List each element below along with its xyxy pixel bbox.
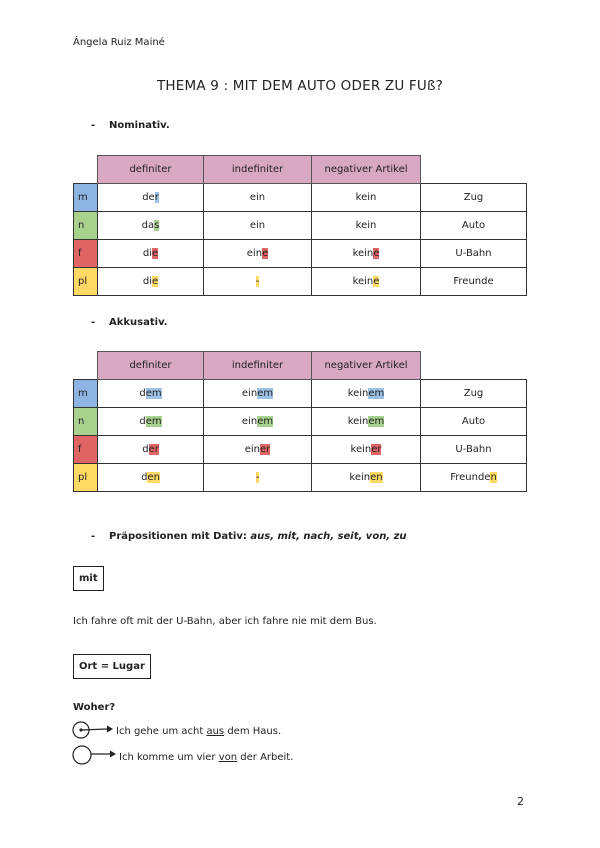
table-row	[74, 464, 527, 492]
akkusativ-table	[73, 351, 527, 492]
col-header: definiter	[98, 352, 204, 380]
gender-cell: f	[74, 436, 98, 464]
definite-cell: dem	[98, 380, 204, 408]
author-name: Ángela Ruiz Mainé	[73, 37, 165, 48]
definite-cell: die	[98, 268, 204, 296]
indefinite-cell: -	[204, 464, 312, 492]
indefinite-cell: eine	[204, 240, 312, 268]
definite-cell: der	[98, 184, 204, 212]
col-header: definiter	[98, 156, 204, 184]
noun-cell: U-Bahn	[421, 436, 527, 464]
ort-box: Ort = Lugar	[73, 654, 151, 679]
table-row	[74, 380, 527, 408]
negative-cell: keinem	[312, 380, 421, 408]
mit-box: mit	[73, 566, 104, 591]
negative-cell: kein	[312, 212, 421, 240]
noun-cell: Auto	[421, 212, 527, 240]
mit-example-sentence: Ich fahre oft mit der U-Bahn, aber ich fahre nie mit dem Bus.	[73, 616, 377, 627]
noun-cell: Zug	[421, 380, 527, 408]
gender-cell: pl	[74, 268, 98, 296]
noun-cell: Freunden	[421, 464, 527, 492]
col-header: indefiniter	[204, 156, 312, 184]
table-header-row	[74, 352, 527, 380]
gender-cell: pl	[74, 464, 98, 492]
table-row	[74, 408, 527, 436]
noun-cell: Zug	[421, 184, 527, 212]
woher-heading: Woher?	[73, 702, 116, 713]
page-title: THEMA 9 : MIT DEM AUTO ODER ZU FUß?	[156, 78, 444, 94]
gender-cell: f	[74, 240, 98, 268]
table-row	[74, 436, 527, 464]
gender-cell: n	[74, 212, 98, 240]
noun-cell: U-Bahn	[421, 240, 527, 268]
indefinite-cell: einer	[204, 436, 312, 464]
negative-cell: keine	[312, 240, 421, 268]
praepositionen-heading: - Präpositionen mit Dativ: aus, mit, nach, seit, von, zu	[91, 531, 407, 542]
akkusativ-heading: - Akkusativ.	[91, 317, 168, 328]
nominativ-table	[73, 155, 527, 296]
woher-example-1: Ich gehe um acht aus dem Haus.	[116, 726, 282, 737]
indefinite-cell: einem	[204, 408, 312, 436]
negative-cell: keiner	[312, 436, 421, 464]
nominativ-heading: - Nominativ.	[91, 120, 170, 131]
indefinite-cell: ein	[204, 184, 312, 212]
definite-cell: die	[98, 240, 204, 268]
definite-cell: dem	[98, 408, 204, 436]
indefinite-cell: einem	[204, 380, 312, 408]
negative-cell: keinen	[312, 464, 421, 492]
indefinite-cell: ein	[204, 212, 312, 240]
table-row	[74, 268, 527, 296]
negative-cell: kein	[312, 184, 421, 212]
noun-cell: Freunde	[421, 268, 527, 296]
table-row	[74, 184, 527, 212]
from-inside-icon	[72, 720, 114, 740]
table-header-row	[74, 156, 527, 184]
page-number: 2	[517, 795, 524, 808]
negative-cell: keine	[312, 268, 421, 296]
negative-cell: keinem	[312, 408, 421, 436]
col-header: negativer Artikel	[312, 352, 421, 380]
from-place-icon	[72, 744, 118, 766]
noun-cell: Auto	[421, 408, 527, 436]
table-row	[74, 212, 527, 240]
col-header: indefiniter	[204, 352, 312, 380]
gender-cell: n	[74, 408, 98, 436]
indefinite-cell: -	[204, 268, 312, 296]
definite-cell: den	[98, 464, 204, 492]
woher-example-2: Ich komme um vier von der Arbeit.	[119, 752, 294, 763]
col-header: negativer Artikel	[312, 156, 421, 184]
definite-cell: der	[98, 436, 204, 464]
definite-cell: das	[98, 212, 204, 240]
gender-cell: m	[74, 380, 98, 408]
table-row	[74, 240, 527, 268]
praepositionen-list: aus, mit, nach, seit, von, zu	[250, 531, 407, 542]
gender-cell: m	[74, 184, 98, 212]
